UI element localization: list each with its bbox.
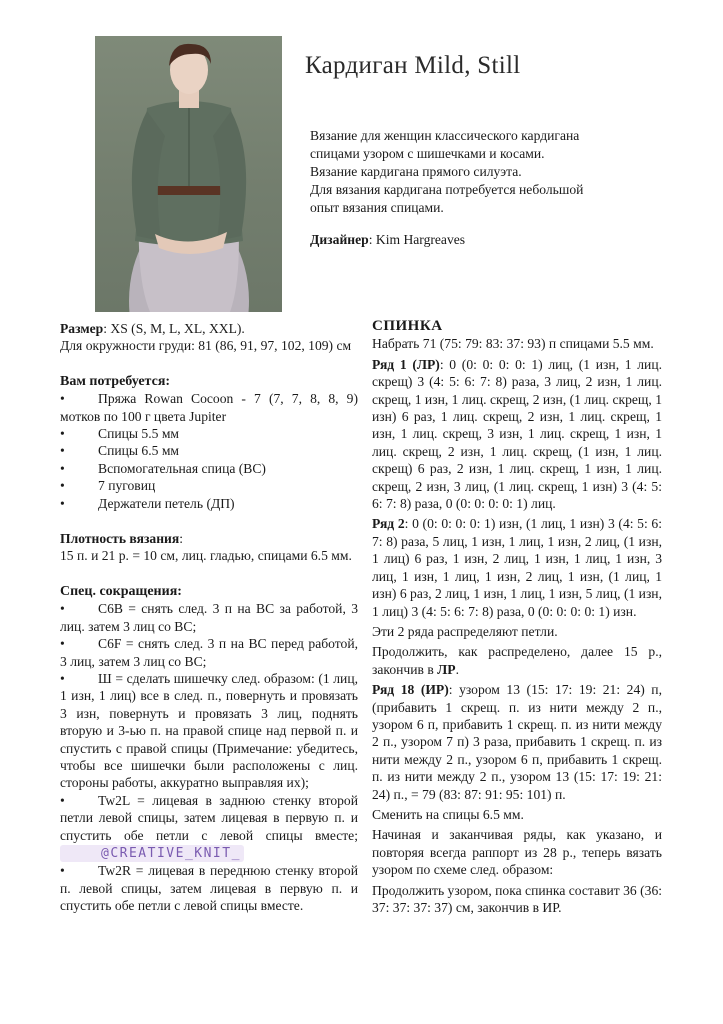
chest-size: Для окружности груди: 81 (86, 91, 97, 102, 109) см	[60, 338, 352, 354]
row-18-text: : узором 13 (15: 17: 19: 21: 24) п, (прибавить 1 скрещ. п. из нити между 2 п., узором 6 п, прибавить 1 скрещ. п. из нити между 2 п., узором 7 п) 3 раза, прибавить 1 скрещ. п. из нити между 2 п., узором 6 п, прибавить 1 скрещ. п. из нити между 2 п., узором 13 (15: 17: 19: 21: 24) п., = 79 (83: 87: 91: 95: 101) п.	[372, 682, 662, 802]
intro-line: опыт вязания спицами.	[310, 200, 444, 215]
continue-text	[372, 643, 662, 678]
continue-bold: ЛР	[437, 661, 456, 677]
abbreviation-item: • C6F = снять след. 3 п на ВС перед работой, 3 лиц, затем 3 лиц со ВС;	[60, 635, 358, 670]
abbreviations-section	[60, 583, 358, 915]
row-18-label: Ряд 18 (ИР)	[372, 682, 449, 698]
row-2	[372, 515, 662, 619]
cast-on-text: Набрать 71 (75: 79: 83: 37: 93) п спицами 5.5 мм.	[372, 336, 654, 352]
row-2-label: Ряд 2	[372, 516, 405, 532]
abbreviation-item: • C6B = снять след. 3 п на ВС за работой, 3 лиц. затем 3 лиц со ВС;	[60, 600, 358, 635]
page-title: Кардиган Mild, Still	[305, 52, 521, 79]
material-item: • Держатели петель (ДП)	[60, 495, 358, 512]
abbreviation-item: • Tw2R = лицевая в переднюю стенку второй п. левой спицы, затем лицевая в первую п. и спустить обе петли с левой спицы вместе.	[60, 862, 358, 914]
size-section	[60, 320, 358, 355]
size-label: Размер	[60, 321, 104, 336]
watermark-stamp: @CREATIVE_KNIT_	[60, 845, 244, 862]
model-illustration	[95, 36, 282, 312]
left-column	[60, 320, 358, 915]
abbreviation-item: • Ш = сделать шишечку след. образом: (1 лиц, 1 изн, 1 лиц) все в след. п., повернуть и провязать 3 изн, повернуть и провязать 3 лиц, поднять вторую и 3-ью п. на правой спице над первой п. и спустить с правой спицы (Примечание: убедитесь, чтобы все шишечки были расположены с лиц. стороны работы, аккуратно выправляя их);	[60, 670, 358, 792]
right-column	[372, 318, 662, 919]
material-item: • Спицы 6.5 мм	[60, 442, 358, 459]
materials-heading: Вам потребуется:	[60, 373, 171, 389]
continue-end: .	[455, 661, 459, 677]
change-needles-text: Сменить на спицы 6.5 мм.	[372, 806, 524, 822]
gauge-text: 15 п. и 21 р. = 10 см, лиц. гладью, спицами 6.5 мм.	[60, 548, 352, 564]
size-text: : XS (S, M, L, XL, XXL).	[103, 321, 245, 336]
row-2-text: : 0 (0: 0: 0: 0: 1) изн, (1 лиц, 1 изн) 3 (4: 5: 6: 7: 8) раза, 5 лиц, 1 изн, 1 лиц, 1 изн, 2 лиц, (1 изн, 1 лиц) 6 раз, 1 изн, 2 лиц, 1 изн, 1 лиц, 1 изн, 3 лиц, 1 изн, 1 лиц, 1 изн, 2 лиц, 1 изн, (1 лиц, 1 изн) 6 раз, 2 лиц, 1 изн, 1 лиц, 1 изн, 5 лиц, (1 изн, 1 лиц) 3 (4: 5: 6: 7: 8) раза, 0 (0: 0: 0: 0: 1) изн.	[372, 516, 662, 619]
designer-label: Дизайнер	[310, 232, 369, 247]
back-heading: СПИНКА	[372, 318, 443, 334]
pattern-text: Начиная и заканчивая ряды, как указано, и повторяя всегда раппорт из 28 р., теперь вязать узором по схеме след. образом:	[372, 827, 662, 878]
material-item: • Спицы 5.5 мм	[60, 425, 358, 442]
set-rows-text: Эти 2 ряда распределяют петли.	[372, 623, 558, 639]
intro-line: Вязание для женщин классического кардигана	[310, 128, 580, 143]
gauge-colon: :	[179, 531, 183, 547]
intro-text	[310, 127, 640, 217]
abbreviations-heading: Спец. сокращения:	[60, 583, 182, 599]
abbreviation-item	[60, 792, 358, 863]
gauge-section	[60, 530, 358, 565]
final-text: Продолжить узором, пока спинка составит 36 (36: 37: 37: 37: 37) см, закончив в ИР.	[372, 882, 663, 915]
intro-line: Вязание кардигана прямого силуэта.	[310, 164, 522, 179]
gauge-heading: Плотность вязания	[60, 531, 180, 547]
designer-line	[310, 232, 465, 248]
material-item: • Пряжа Rowan Cocoon - 7 (7, 7, 8, 8, 9) мотков по 100 г цвета Jupiter	[60, 390, 358, 425]
material-item: • 7 пуговиц	[60, 477, 358, 494]
intro-line: спицами узором с шишечками и косами.	[310, 146, 545, 161]
row-1-label: Ряд 1 (ЛР)	[372, 356, 440, 372]
row-1	[372, 356, 662, 513]
materials-section	[60, 373, 358, 512]
abbreviation-text: Tw2L = лицевая в заднюю стенку второй петли левой спицы, затем лицевая в первую п. и спустить обе петли с левой спицы вместе;	[60, 792, 358, 843]
intro-line: Для вязания кардигана потребуется небольшой	[310, 182, 584, 197]
designer-name: : Kim Hargreaves	[368, 232, 466, 247]
row-1-text: : 0 (0: 0: 0: 0: 1) лиц, (1 изн, 1 лиц. скрещ) 3 (4: 5: 6: 7: 8) раза, 3 лиц, 2 изн, 1 лиц. скрещ, 1 изн, 1 лиц. скрещ, 2 изн, (1 лиц. скрещ, 1 изн) 6 раз, 1 лиц. скрещ, 2 изн, 1 лиц. скрещ, 1 изн, 1 лиц. скрещ, 3 изн, 1 лиц. скрещ, 1 изн, 1 лиц. скрещ, 2 изн, 1 лиц. скрещ, (1 изн, 1 лиц. скрещ) 6 раз, 2 изн, 1 лиц. скрещ, 1 изн, 1 лиц. скрещ, 2 изн, 3 лиц, (1 лиц. скрещ, 1 изн) 3 (4: 5: 6: 7: 8) раза, 0 (0: 0: 0: 0: 1) лиц.	[372, 356, 662, 512]
row-18	[372, 681, 662, 803]
continue-main: Продолжить, как распределено, далее 15 р., закончив в	[372, 644, 662, 677]
model-photo	[95, 36, 282, 312]
material-item: • Вспомогательная спица (ВС)	[60, 460, 358, 477]
